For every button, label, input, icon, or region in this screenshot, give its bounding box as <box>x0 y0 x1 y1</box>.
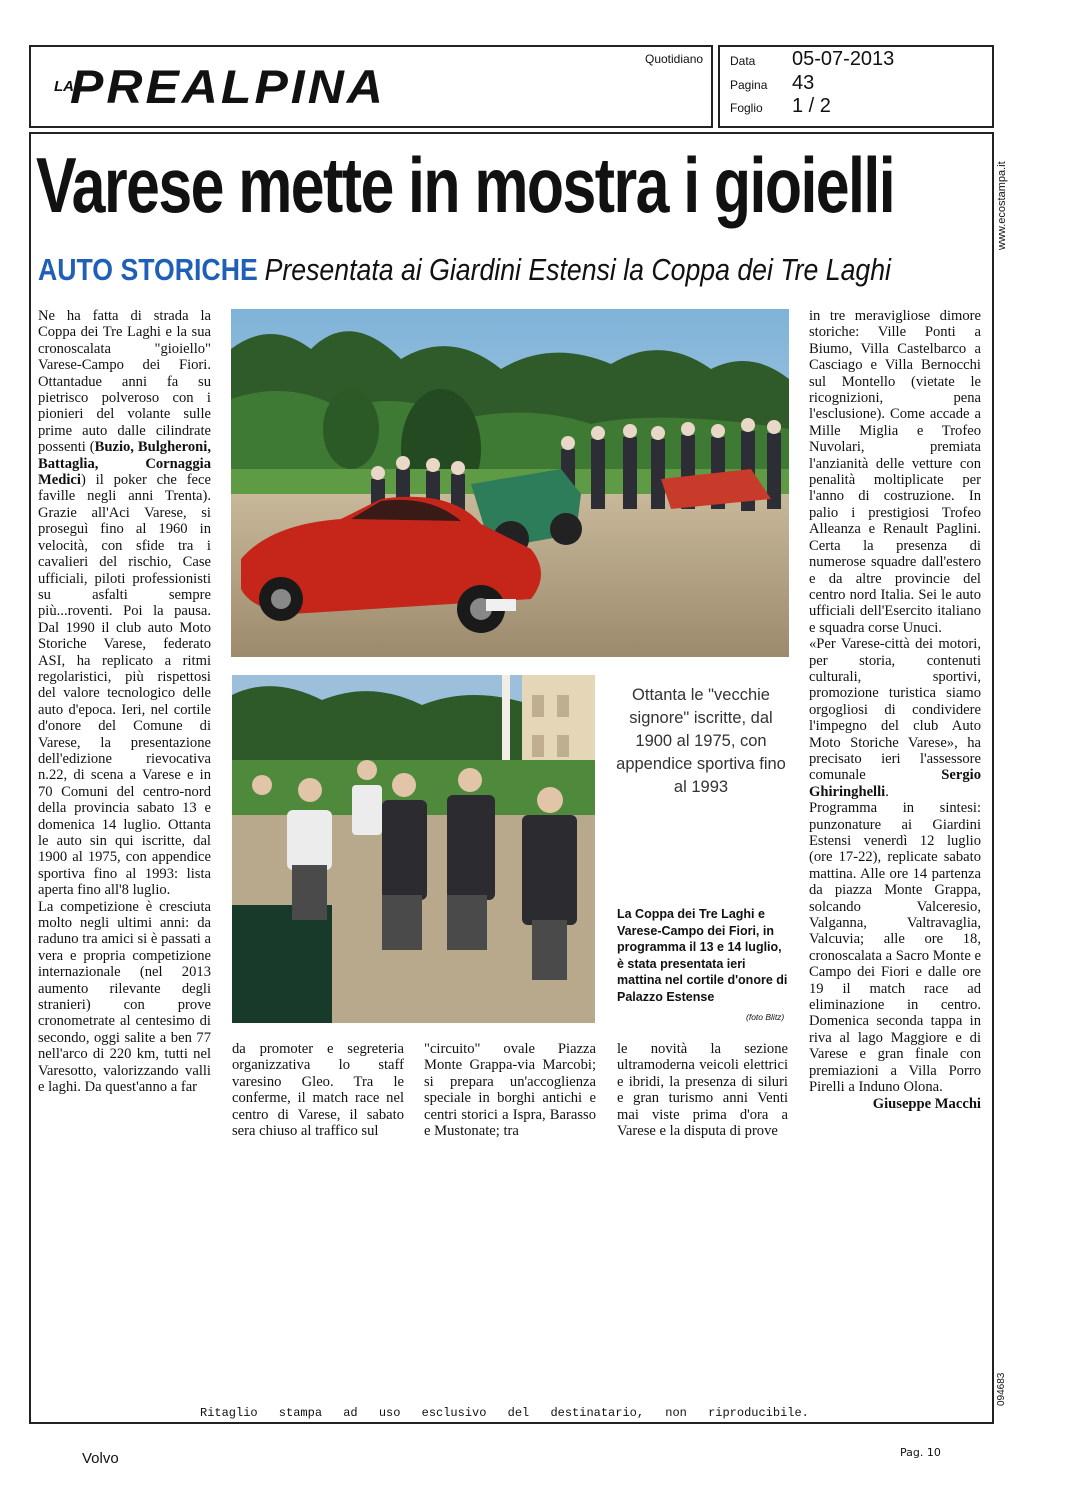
pull-quote: Ottanta le "vecchie signore" iscritte, dal 1900 al 1975, con appendice sportiva fino al 1993 <box>616 686 786 796</box>
client-name: Volvo <box>82 1450 119 1467</box>
column-3: "circuito" ovale Piazza Monte Grappa-via Marcobi; si prepara un'accoglienza speciale in borghi antichi e centri storici a Ispra, Barasso e Mustonate; tra <box>424 1041 596 1140</box>
headline: Varese mette in mostra i gioielli <box>36 141 895 229</box>
page-label: Pagina <box>730 78 768 92</box>
periodicity-label: Quotidiano <box>645 52 704 66</box>
photo-caption: La Coppa dei Tre Laghi e Varese-Campo dei Fiori, in programma il 13 e 14 luglio, è stata presentata ieri mattina nel cortile d'onore di Palazzo Estense <box>617 907 788 1004</box>
assessor-name: Sergio Ghiringhelli <box>809 767 981 800</box>
column-4: le novità la sezione ultramoderna veicoli elettrici e ibridi, la presenza di siluri e gran turismo anni Venti mai viste prima d'ora a Varese e la disputa di prove <box>617 1041 788 1140</box>
cars-garden-image <box>231 309 789 657</box>
paragraph: Programma in sintesi: punzonature ai Giardini Estensi venerdì 12 luglio (ore 17-22), replicate sabato mattina. Alle ore 14 partenza da piazza Monte Grappa, solcando Valceresio, Valganna, Valtravaglia, Valcuvia; alle ore 18, cronoscalata a Sacro Monte e Campo dei Fiori e dalle ore 19 il match race ad eliminazione in centro. Domenica seconda tappa in riva al lago Maggiore e di Varese e gran finale con premiazioni a Villa Porro Pirelli a Induno Olona. <box>809 800 981 1096</box>
paragraph: La competizione è cresciuta molto negli ultimi anni: da raduno tra amici si è passati a vera e propria competizione internazionale (nel 2013 aumento rilevante degli stranieri) con prove cronometrate al centesimo di secondo, oggi salite a ben 77 nell'arco di 220 km, tutti nel Varesotto, valorizzando valli e laghi. Da quest'anno a far <box>38 898 211 1096</box>
subtitle: Presentata ai Giardini Estensi la Coppa dei Tre Laghi <box>264 252 891 287</box>
photo-presentation-audience <box>232 675 595 1023</box>
page-value: 43 <box>792 72 815 94</box>
kicker: AUTO STORICHE <box>38 252 258 287</box>
column-1 <box>38 308 211 1096</box>
clipping-disclaimer: Ritaglio stampa ad uso esclusivo del destinatario, non riproducibile. <box>200 1406 809 1420</box>
subhead <box>38 252 891 288</box>
date-value: 05-07-2013 <box>792 48 895 70</box>
newspaper-logo: PREALPINA <box>70 60 386 114</box>
date-label: Data <box>730 54 756 68</box>
paragraph: in tre meravigliose dimore storiche: Ville Ponti a Biumo, Villa Castelbarco a Casciago e Villa Bernocchi sul Montello (vietate le ricognizioni, pena l'esclusione). Come accade a Mille Miglia e Trofeo Nuvolari, premiata l'anzianità delle vetture con penalità moltiplicate per l'anno di costruzione. In palio i prestigiosi Trofeo Alleanza e Renault Paglini. Certa la presenza di numerose squadre dall'estero e da altre provincie del centro nord Italia. Sei le auto ufficiali dell'Esercito italiano e squadra corse Unuci. <box>809 308 981 636</box>
source-url: www.ecostampa.it <box>996 161 1008 250</box>
audience-image <box>232 675 595 1023</box>
clipping-code: 094683 <box>996 1372 1007 1406</box>
paragraph: «Per Varese-città dei motori, per storia, contenuti culturali, sportivi, promozione turistica siamo orgogliosi di condividere l'impegno del club Auto Moto Storiche Varese», ha precisato ieri l'assessore comunale Sergio Ghiringhelli. <box>809 636 981 800</box>
photo-credit: (foto Blitz) <box>746 1012 785 1022</box>
pilot-names: Buzio, Bulgheroni, Battaglia, Cornaggia Medici <box>38 439 211 489</box>
column-2: da promoter e segreteria organizzativa lo staff varesino Gleo. Tra le conferme, il match race nel centro di Varese, il sabato sera chiuso al traffico sul <box>232 1041 404 1140</box>
logo-prefix: LA <box>54 78 74 95</box>
author-byline: Giuseppe Macchi <box>872 1095 981 1112</box>
sheet-value: 1 / 2 <box>792 95 831 117</box>
column-5 <box>809 308 981 1112</box>
page-number: Pag. 10 <box>900 1446 941 1459</box>
paragraph: Ne ha fatta di strada la Coppa dei Tre Laghi e la sua cronoscalata "gioiello" Varese-Campo dei Fiori. Ottantadue anni fa su pietrisco polveroso con i pionieri del volante sulle prime auto dalle cilindrate possenti (Buzio, Bulgheroni, Battaglia, Cornaggia Medici) il poker che fece faville negli anni Trenta). Grazie all'Aci Varese, si proseguì fino al 1960 in velocità, con sfide tra i cavalieri del rischio, Case ufficiali, piloti professionisti su asfalti sempre più...roventi. Poi la pausa. Dal 1990 il club auto Moto Storiche Varese, federato ASI, ha replicato a ritmi regolaristici, più rispettosi del valore tecnologico delle auto d'epoca. Ieri, nel cortile d'onore del Comune di Varese, la presentazione dell'edizione rievocativa n.22, di scena a Varese e in 70 Comuni del centro-nord della provincia sabato 13 e domenica 14 luglio. Ottanta le auto sin qui iscritte, dal 1900 al 1975, con appendice sportiva fino al 1993: lista aperta fino all'8 luglio. <box>38 308 211 899</box>
photo-cars-garden <box>231 309 789 657</box>
sheet-label: Foglio <box>730 101 763 115</box>
